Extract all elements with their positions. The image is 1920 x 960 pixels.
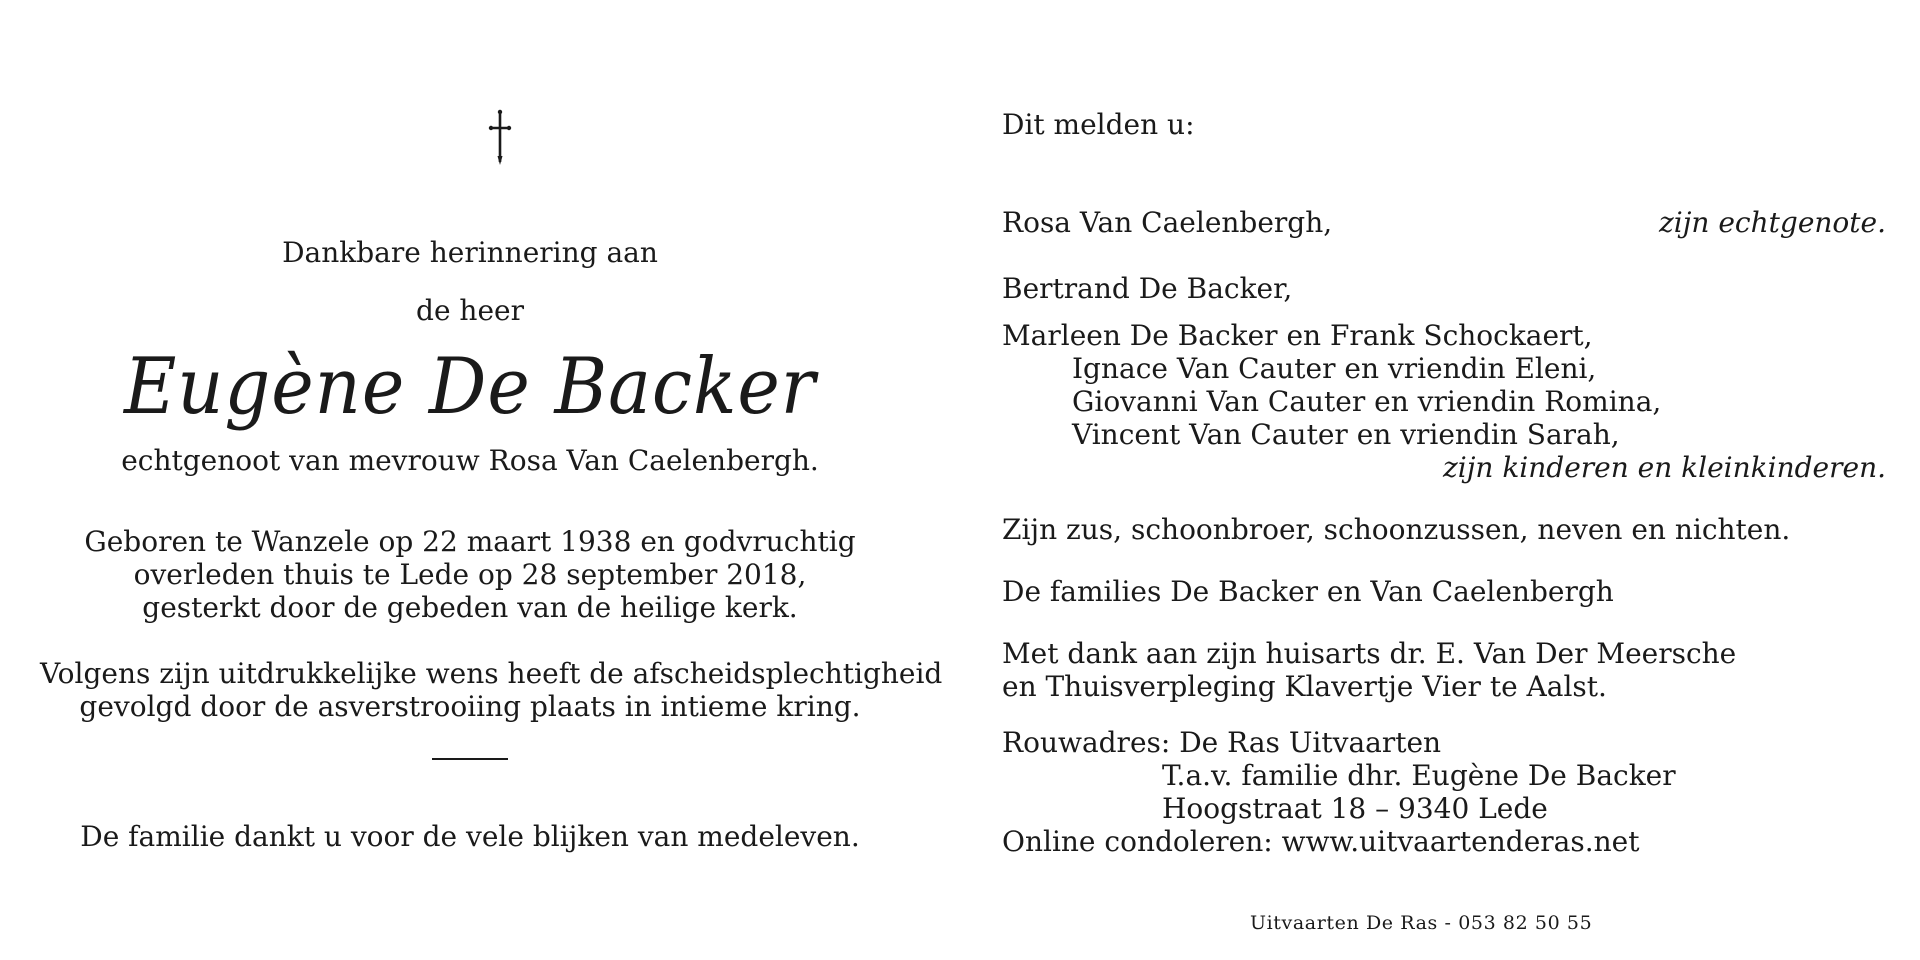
grandchild-vincent: Vincent Van Cauter en vriendin Sarah, bbox=[1072, 418, 1620, 451]
birth-line-1: Geboren te Wanzele op 22 maart 1938 en godvruchtig bbox=[84, 525, 856, 558]
child-bertrand: Bertrand De Backer, bbox=[1002, 272, 1293, 305]
condolences-url[interactable]: www.uitvaartenderas.net bbox=[1281, 825, 1640, 858]
address-line-3: Hoogstraat 18 – 9340 Lede bbox=[1162, 792, 1548, 825]
siblings-line: Zijn zus, schoonbroer, schoonzussen, neven en nichten. bbox=[1002, 513, 1791, 546]
child-marleen: Marleen De Backer en Frank Schockaert, bbox=[1002, 319, 1593, 352]
wish-line-1: Volgens zijn uitdrukkelijke wens heeft de afscheidsplechtigheid bbox=[40, 657, 943, 690]
spouse-line: echtgenoot van mevrouw Rosa Van Caelenbergh. bbox=[121, 444, 819, 477]
deceased-name: Eugène De Backer bbox=[123, 342, 816, 432]
cross-icon bbox=[485, 108, 515, 166]
divider-rule bbox=[432, 758, 508, 760]
birth-line-2: overleden thuis te Lede op 28 september 2018, bbox=[133, 558, 807, 591]
announce-line: Dit melden u: bbox=[1002, 108, 1195, 141]
intro-line: Dankbare herinnering aan bbox=[282, 236, 658, 269]
left-panel bbox=[40, 0, 943, 960]
address-label: Rouwadres: De Ras Uitvaarten bbox=[1002, 726, 1442, 759]
footer-contact: Uitvaarten De Ras - 053 82 50 55 bbox=[1250, 912, 1593, 934]
thanks-line: De familie dankt u voor de vele blijken van medeleven. bbox=[80, 820, 860, 853]
address-line-2: T.a.v. familie dhr. Eugène De Backer bbox=[1162, 759, 1676, 792]
gratitude-line-2: en Thuisverpleging Klavertje Vier te Aalst. bbox=[1002, 670, 1607, 703]
grandchild-ignace: Ignace Van Cauter en vriendin Eleni, bbox=[1072, 352, 1597, 385]
title-line: de heer bbox=[416, 294, 524, 327]
condolences-line bbox=[1002, 825, 1639, 859]
condolences-label: Online condoleren: bbox=[1002, 825, 1273, 858]
spouse-name: Rosa Van Caelenbergh, bbox=[1002, 206, 1333, 239]
right-panel bbox=[1002, 0, 1886, 960]
wish-line-2: gevolgd door de asverstrooiing plaats in intieme kring. bbox=[79, 690, 861, 723]
gratitude-line-1: Met dank aan zijn huisarts dr. E. Van Der Meersche bbox=[1002, 637, 1737, 670]
children-role: zijn kinderen en kleinkinderen. bbox=[1443, 451, 1886, 484]
spouse-role: zijn echtgenote. bbox=[1659, 206, 1886, 239]
families-line: De families De Backer en Van Caelenbergh bbox=[1002, 575, 1614, 608]
grandchild-giovanni: Giovanni Van Cauter en vriendin Romina, bbox=[1072, 385, 1662, 418]
birth-line-3: gesterkt door de gebeden van de heilige kerk. bbox=[142, 591, 798, 624]
